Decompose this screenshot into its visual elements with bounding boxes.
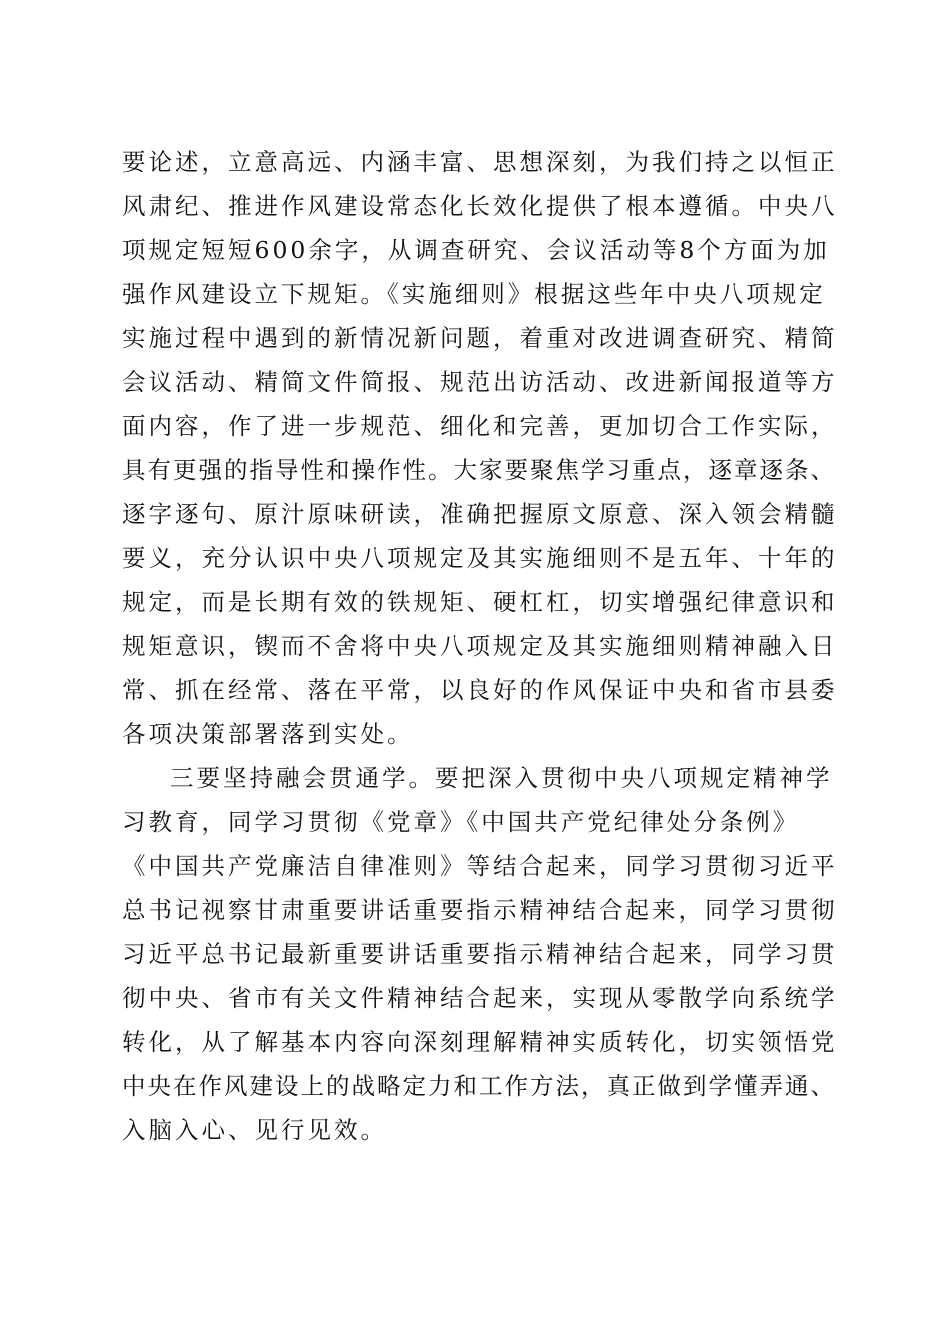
text-line: 常、抓在经常、落在平常，以良好的作风保证中央和省市县委 <box>122 676 838 704</box>
paragraph-first-line: 三要坚持融会贯通学。要把深入贯彻中央八项规定精神学 <box>170 764 833 792</box>
text-line: 要义，充分认识中央八项规定及其实施细则不是五年、十年的 <box>122 544 838 572</box>
text-line: 规矩意识，锲而不舍将中央八项规定及其实施细则精神融入日 <box>122 632 838 660</box>
text-line: 具有更强的指导性和操作性。大家要聚焦学习重点，逐章逐条、 <box>122 456 836 484</box>
text-line: 逐字逐句、原汁原味研读，准确把握原文原意、深入领会精髓 <box>122 500 838 528</box>
text-line: 项规定短短600余字，从调查研究、会议活动等8个方面为加 <box>122 236 830 264</box>
text-line: 《中国共产党廉洁自律准则》等结合起来，同学习贯彻习近平 <box>122 852 838 880</box>
text-line: 会议活动、精简文件简报、规范出访活动、改进新闻报道等方 <box>122 368 838 396</box>
text-line: 规定，而是长期有效的铁规矩、硬杠杠，切实增强纪律意识和 <box>122 588 838 616</box>
text-line: 中央在作风建设上的战略定力和工作方法，真正做到学懂弄通、 <box>122 1072 836 1100</box>
text-line: 习近平总书记最新重要讲话重要指示精神结合起来，同学习贯 <box>122 940 838 968</box>
text-line: 转化，从了解基本内容向深刻理解精神实质转化，切实领悟党 <box>122 1028 838 1056</box>
text-line: 入脑入心、见行见效。 <box>122 1116 387 1144</box>
text-line: 面内容，作了进一步规范、细化和完善，更加切合工作实际， <box>122 412 838 440</box>
text-line: 总书记视察甘肃重要讲话重要指示精神结合起来，同学习贯彻 <box>122 896 838 924</box>
text-line: 强作风建设立下规矩。《实施细则》根据这些年中央八项规定 <box>122 280 826 308</box>
text-line: 风肃纪、推进作风建设常态化长效化提供了根本遵循。中央八 <box>122 192 838 220</box>
text-line: 实施过程中遇到的新情况新问题，着重对改进调查研究、精简 <box>122 324 838 352</box>
text-line: 各项决策部署落到实处。 <box>122 720 414 748</box>
text-line: 习教育，同学习贯彻《党章》《中国共产党纪律处分条例》 <box>122 808 800 836</box>
text-line: 彻中央、省市有关文件精神结合起来，实现从零散学向系统学 <box>122 984 838 1012</box>
text-line: 要论述，立意高远、内涵丰富、思想深刻，为我们持之以恒正 <box>122 148 838 176</box>
